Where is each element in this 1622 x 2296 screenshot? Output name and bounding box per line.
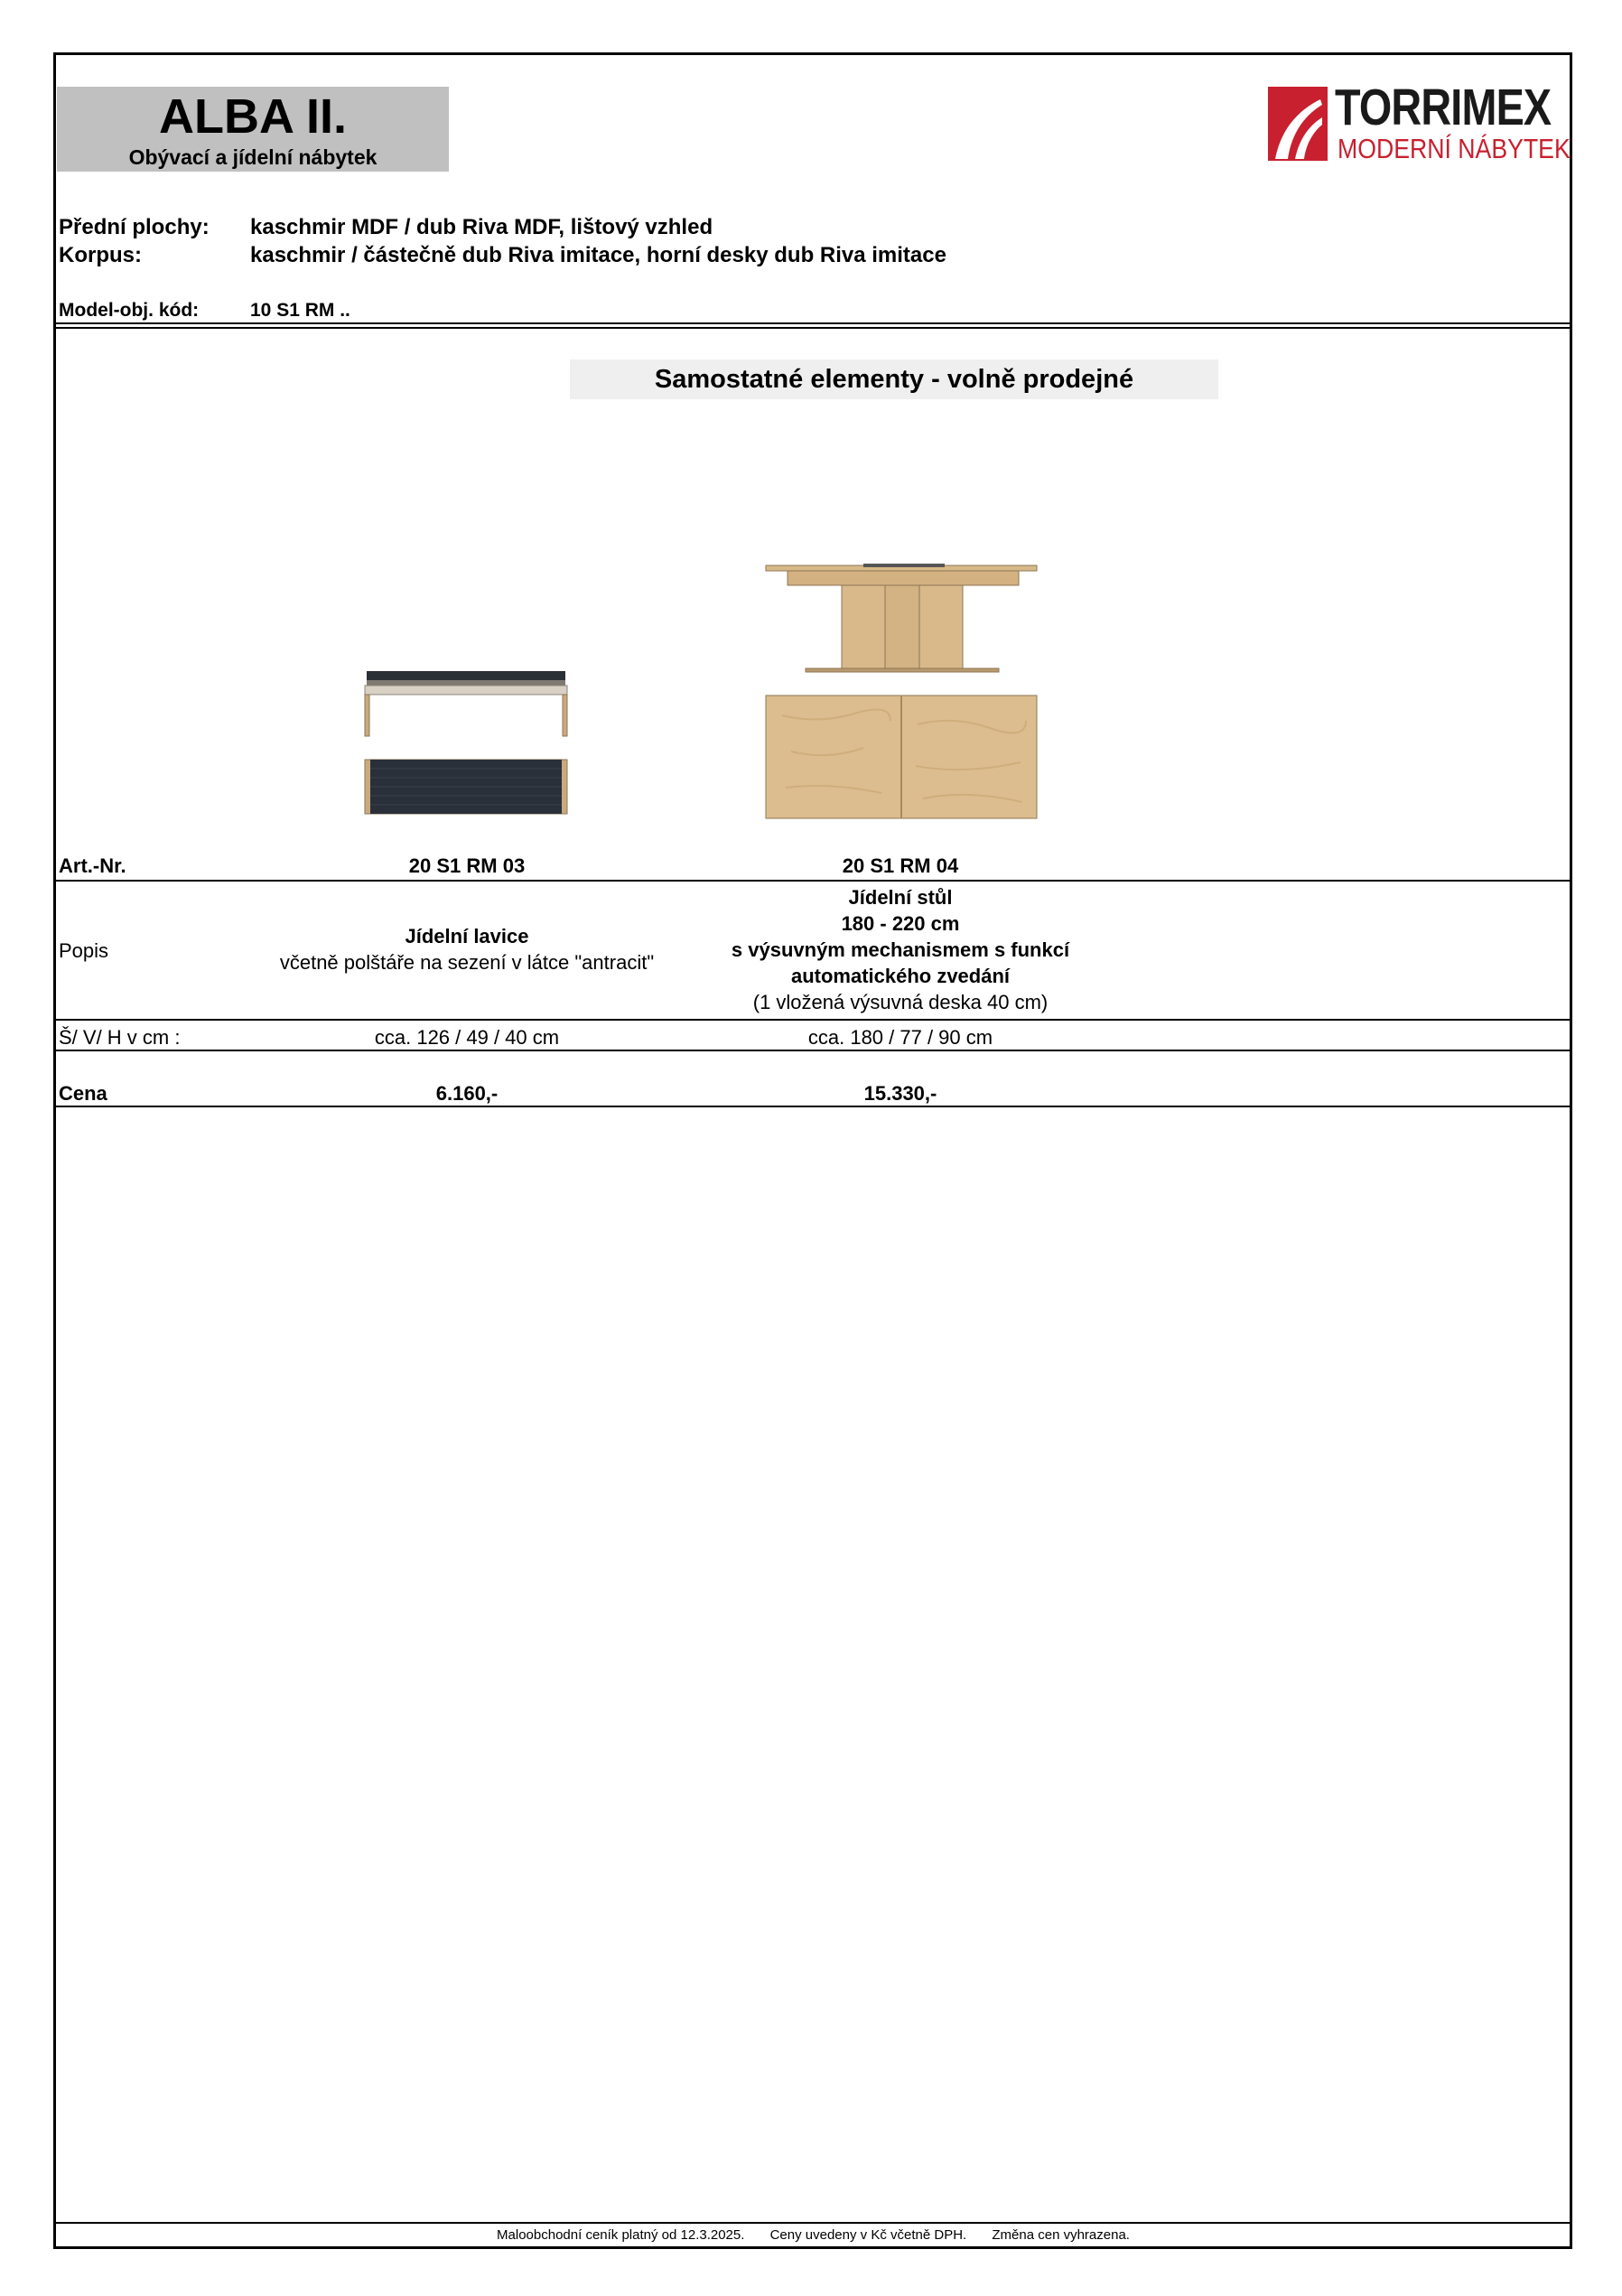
art-value: 20 S1 RM 03 bbox=[408, 854, 526, 877]
dims-label: Š/ V/ H v cm : bbox=[59, 1026, 181, 1049]
logo-name: TORRIMEX bbox=[1335, 79, 1552, 136]
body-value: kaschmir / částečně dub Riva imitace, horní desky dub Riva imitace bbox=[250, 243, 946, 267]
divider bbox=[56, 1106, 1571, 1107]
page-title: ALBA II. bbox=[159, 89, 347, 144]
desc-line: Jídelní stůl bbox=[848, 886, 953, 909]
divider bbox=[56, 1050, 1571, 1051]
divider bbox=[56, 1019, 1571, 1021]
desc-line: Jídelní lavice bbox=[405, 925, 529, 947]
price-value: 6.160,- bbox=[435, 1082, 499, 1105]
body-label: Korpus: bbox=[59, 243, 142, 267]
divider bbox=[56, 2222, 1571, 2224]
dining-table-image bbox=[764, 562, 1040, 820]
desc-label: Popis bbox=[59, 939, 109, 962]
dims-value: cca. 180 / 77 / 90 cm bbox=[807, 1026, 993, 1049]
dims-value: cca. 126 / 49 / 40 cm bbox=[374, 1026, 560, 1049]
page-subtitle: Obývací a jídelní nábytek bbox=[128, 145, 378, 169]
footer bbox=[56, 2227, 1571, 2243]
front-label: Přední plochy: bbox=[59, 215, 210, 239]
desc-line: s výsuvným mechanismem s funkcí bbox=[731, 938, 1070, 961]
price-label: Cena bbox=[59, 1082, 107, 1105]
footer-vat: Ceny uvedeny v Kč včetně DPH. bbox=[769, 2227, 967, 2243]
divider bbox=[56, 322, 1571, 324]
footer-change: Změna cen vyhrazena. bbox=[992, 2227, 1130, 2243]
price-value: 15.330,- bbox=[863, 1082, 937, 1105]
desc-line: 180 - 220 cm bbox=[841, 912, 960, 935]
art-label: Art.-Nr. bbox=[59, 854, 126, 877]
art-value: 20 S1 RM 04 bbox=[842, 854, 959, 877]
model-value: 10 S1 RM .. bbox=[250, 300, 350, 321]
bench-image bbox=[361, 664, 571, 817]
front-value: kaschmir MDF / dub Riva MDF, lištový vzhled bbox=[250, 215, 713, 239]
logo-tagline: MODERNÍ NÁBYTEK bbox=[1338, 133, 1571, 164]
desc-line: automatického zvedání bbox=[790, 965, 1011, 987]
footer-validity: Maloobchodní ceník platný od 12.3.2025. bbox=[497, 2227, 745, 2243]
desc-line: (1 vložená výsuvná deska 40 cm) bbox=[752, 991, 1049, 1013]
divider bbox=[56, 880, 1571, 882]
section-title: Samostatné elementy - volně prodejné bbox=[654, 365, 1134, 394]
model-label: Model-obj. kód: bbox=[59, 300, 200, 321]
divider bbox=[56, 327, 1571, 329]
torrimex-logo-icon bbox=[1268, 87, 1328, 161]
desc-line: včetně polštáře na sezení v látce "antracit" bbox=[279, 951, 655, 974]
